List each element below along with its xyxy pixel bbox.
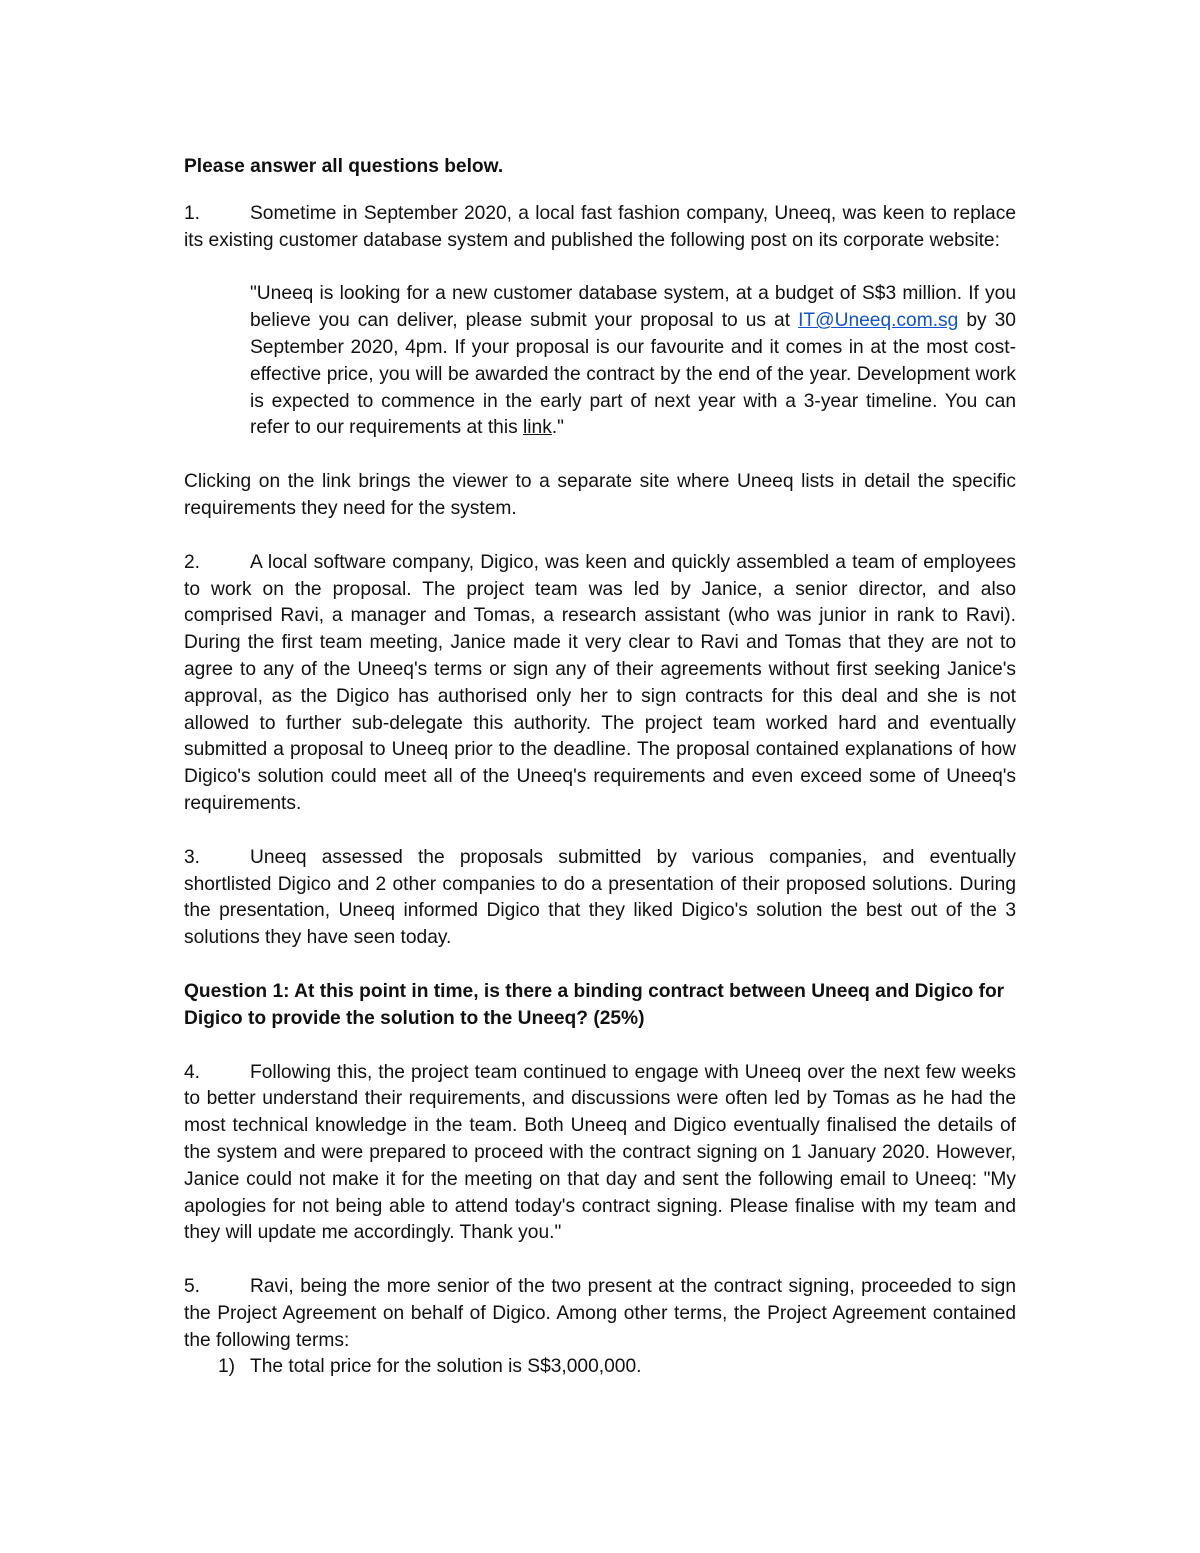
- email-link[interactable]: IT@Uneeq.com.sg: [798, 310, 959, 332]
- list-item-number: 1): [218, 1356, 236, 1378]
- paragraph-text: A local software company, Digico, was keen and quickly assembled a team of employees to work on the proposal. The project team was led by Janice, a senior director, and also comprised Ravi, a manager and Tomas, a research assistant (who was junior in rank to Ravi). During the first team meeting, Janice made it very clear to Ravi and Tomas that they are not to agree to any of the Uneeq's terms or sign any of their agreements without first seeking Janice's approval, as the Digico has authorised only her to sign contracts for this deal and she is not allowed to further sub-delegate this authority. The project team worked hard and eventually submitted a proposal to Uneeq prior to the deadline. The proposal contained explanations of how Digico's solution could meet all of the Uneeq's requirements and even exceed some of Uneeq's requirements.: [184, 551, 1016, 814]
- agreement-terms-list: [218, 1354, 1016, 1381]
- paragraph-text: Ravi, being the more senior of the two present at the contract signing, proceeded to sign the Project Agreement on behalf of Digico. Among other terms, the Project Agreement contained the following terms:: [184, 1276, 1016, 1351]
- quote-text: by 30 September 2020, 4pm. If your proposal is our favourite and it comes in at the most cost-effective price, you will be awarded the contract by the end of the year. Development work is expected to commence in the early part of next year with a 3-year timeline. You can refer to our requirements at this: [250, 310, 1016, 439]
- website-post-quote: [250, 281, 1016, 442]
- paragraph-number: 1.: [184, 202, 201, 224]
- quote-text: .": [551, 417, 564, 439]
- paragraph-3: [184, 845, 1016, 952]
- paragraph-text: Following this, the project team continued to engage with Uneeq over the next few weeks to better understand their requirements, and discussions were often led by Tomas as he had the most technical knowledge in the team. Both Uneeq and Digico eventually finalised the details of the system and were prepared to proceed with the contract signing on 1 January 2020. However, Janice could not make it for the meeting on that day and sent the following email to Uneeq: "My apologies for not being able to attend today's contract signing. Please finalise with my team and they will update me accordingly. Thank you.": [184, 1061, 1016, 1244]
- paragraph-text: Sometime in September 2020, a local fast fashion company, Uneeq, was keen to replace its existing customer database system and published the following post on its corporate website:: [184, 202, 1016, 251]
- paragraph-number: 5.: [184, 1276, 201, 1298]
- after-quote-paragraph: Clicking on the link brings the viewer to a separate site where Uneeq lists in detail the specific requirements they need for the system.: [184, 471, 1016, 519]
- instructions-heading: Please answer all questions below.: [184, 156, 504, 177]
- list-item: [218, 1354, 1016, 1381]
- paragraph-4: [184, 1060, 1016, 1248]
- question-1: Question 1: At this point in time, is there a binding contract between Uneeq and Digico for Digico to provide the solution to the Uneeq? (25%): [184, 980, 1005, 1029]
- paragraph-2: [184, 550, 1016, 818]
- list-item-text: The total price for the solution is S$3,000,000.: [250, 1356, 642, 1378]
- requirements-link[interactable]: link: [523, 417, 552, 439]
- document-page: [184, 154, 1016, 1381]
- paragraph-number: 3.: [184, 846, 201, 868]
- paragraph-1: [184, 201, 1016, 255]
- paragraph-5: [184, 1274, 1016, 1354]
- quote-text: "Uneeq is looking for a new customer database system, at a budget of S$3 million. If you believe you can deliver, please submit your proposal to us at: [250, 283, 1016, 332]
- paragraph-text: Uneeq assessed the proposals submitted by various companies, and eventually shortlisted Digico and 2 other companies to do a presentation of their proposed solutions. During the presentation, Uneeq informed Digico that they liked Digico's solution the best out of the 3 solutions they have seen today.: [184, 846, 1016, 949]
- paragraph-number: 4.: [184, 1061, 201, 1083]
- paragraph-number: 2.: [184, 551, 201, 573]
